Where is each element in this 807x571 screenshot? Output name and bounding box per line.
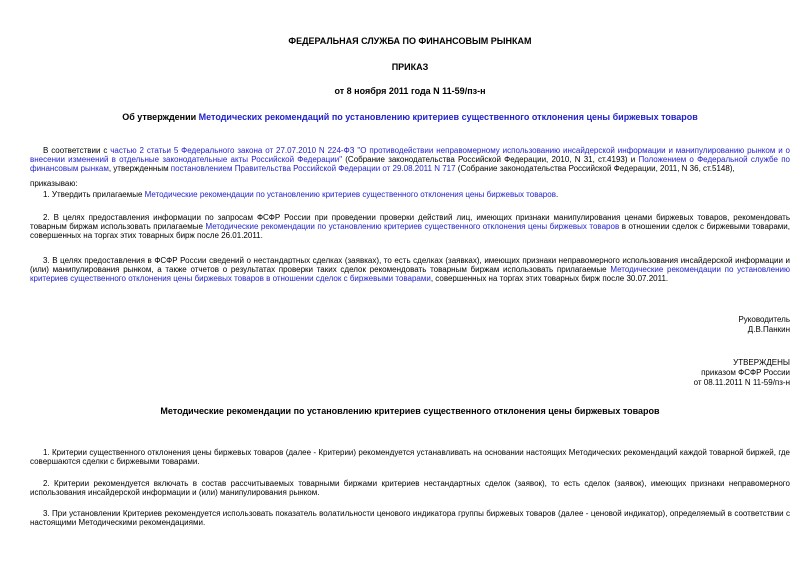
text-segment: 1. Утвердить прилагаемые [43,190,145,199]
approval-by: приказом ФСФР России [701,368,790,377]
document-link[interactable]: частью 2 статьи 5 Федерального закона от 27.07.2010 N 224-ФЗ "О противодействии неправомерному использованию инсайдерской информации и манипулированию рынком и о внесении изменений в отдельные законодательные акты Российской Федерации" [30,146,790,164]
text-segment: Об утверждении [122,112,199,122]
document-link[interactable]: Методические рекомендации по установлению критериев существенного отклонения цены биржевых товаров [205,222,620,231]
recommendations-paragraph-2: 2. Критерии рекомендуется включать в состав рассчитываемых товарными биржами критериев нестандартных сделок (заявок), то есть сделок (заявок), имеющих признаки неправомерного использования инсайдерской информации и (или) манипулирования рынком. [30,479,790,497]
order-item-2 [30,213,790,240]
organization-name: ФЕДЕРАЛЬНАЯ СЛУЖБА ПО ФИНАНСОВЫМ РЫНКАМ [288,36,532,46]
preamble-paragraph [30,146,790,173]
document-link[interactable]: Методические рекомендации по установлению критериев существенного отклонения цены биржевых товаров [144,190,556,199]
text-segment: (Собрание законодательства Российской Федерации, 2011, N 36, ст.5148), [455,164,735,173]
text-segment: В соответствии с [43,146,111,155]
document-title [30,112,790,122]
recommendations-paragraph-3: 3. При установлении Критериев рекомендуется использовать показатель волатильности ценового индикатора группы биржевых товаров (далее - ценовой индикатор), определяемый в соответствии с настоящими Методическими рекомендациями. [30,509,790,527]
text-segment: (Собрание законодательства Российской Федерации, 2010, N 31, ст.4193) и [342,155,639,164]
text-segment: 2. В целях предоставления информации по запросам ФСФР России при проведении проверки действий лиц, имеющих признаки манипулирования ценами биржевых товаров, рекомендовать товарным биржам использовать прилагаемые [30,213,790,231]
recommendations-title: Методические рекомендации по установлению критериев существенного отклонения цены биржевых товаров [160,406,660,416]
signature-block [30,315,790,335]
approval-stamp [30,358,790,388]
order-item-1 [30,190,790,199]
order-word: приказываю: [30,179,78,188]
document-link[interactable]: Методических рекомендаций по установлению критериев существенного отклонения цены биржевых товаров [198,112,698,122]
signature-position: Руководитель [738,315,790,324]
text-segment: . [555,190,559,199]
recommendations-paragraph-1: 1. Критерии существенного отклонения цены биржевых товаров (далее - Критерии) рекомендуется устанавливать на основании настоящих Методических рекомендаций каждой товарной биржей, где совершаются сделки с биржевыми товарами. [30,448,790,466]
approval-word: УТВЕРЖДЕНЫ [733,358,790,367]
text-segment: в отношении сделок с биржевыми товарами, совершенных на торгах этих товарных бирж после 26.01.2011. [30,222,790,240]
approval-date-number: от 08.11.2011 N 11-59/пз-н [693,378,790,387]
text-segment: , утвержденным [108,164,171,173]
text-segment: , совершенных на торгах этих товарных бирж после 30.07.2011. [430,274,669,283]
signature-name: Д.В.Панкин [747,325,790,334]
document-link[interactable]: Методические рекомендации по установлению критериев существенного отклонения цены биржевых товаров в отношении сделок с биржевыми товарами [30,265,790,283]
document-type: ПРИКАЗ [391,62,429,72]
order-item-3 [30,256,790,283]
document-link[interactable]: постановлением Правительства Российской Федерации от 29.08.2011 N 717 [170,164,456,173]
text-segment: 3. В целях предоставления в ФСФР России сведений о нестандартных сделках (заявках), то есть сделках (заявках), имеющих признаки неправомерного использования инсайдерской информации и (или) манипулирования рынком, а также отчетов о результатах проверки таких сделок рекомендовать товарным биржам использовать прилагаемые [30,256,790,274]
document-link[interactable]: Положением о Федеральной службе по финансовым рынкам [30,155,790,173]
document-date-number: от 8 ноября 2011 года N 11-59/пз-н [334,86,486,96]
